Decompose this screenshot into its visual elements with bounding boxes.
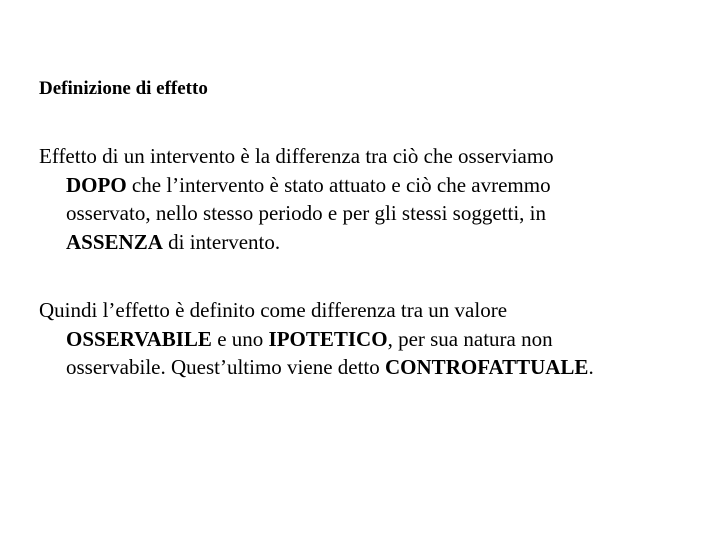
emphasis-ipotetico: IPOTETICO [268, 326, 388, 351]
counterfactual-line-2-mid: e uno [211, 326, 269, 351]
counterfactual-line-1: Quindi l’effetto è definito come differenza tra un valore [39, 298, 508, 322]
definition-line-1: Effetto di un intervento è la differenza tra ciò che osserviamo [39, 144, 554, 168]
emphasis-osservabile: OSSERVABILE [66, 326, 212, 351]
definition-line-4-text: di intervento. [162, 229, 281, 254]
definition-line-2-text: che l’intervento è stato attuato e ciò che avremmo [126, 172, 551, 197]
counterfactual-paragraph [39, 296, 689, 382]
counterfactual-line-2 [39, 325, 689, 354]
emphasis-assenza: ASSENZA [66, 229, 163, 254]
counterfactual-line-3-end: . [588, 355, 594, 379]
counterfactual-line-3-text: osservabile. Quest’ultimo viene detto [66, 355, 386, 379]
definition-line-4 [39, 228, 689, 257]
definition-line-2 [39, 171, 689, 200]
counterfactual-line-2-text: , per sua natura non [387, 326, 553, 351]
emphasis-dopo: DOPO [66, 172, 127, 197]
definition-paragraph [39, 142, 689, 256]
slide-title: Definizione di effetto [39, 78, 208, 99]
emphasis-controfattuale: CONTROFATTUALE [385, 355, 589, 379]
counterfactual-line-3 [39, 353, 689, 382]
definition-line-3: osservato, nello stesso periodo e per gli stessi soggetti, in [66, 201, 547, 225]
